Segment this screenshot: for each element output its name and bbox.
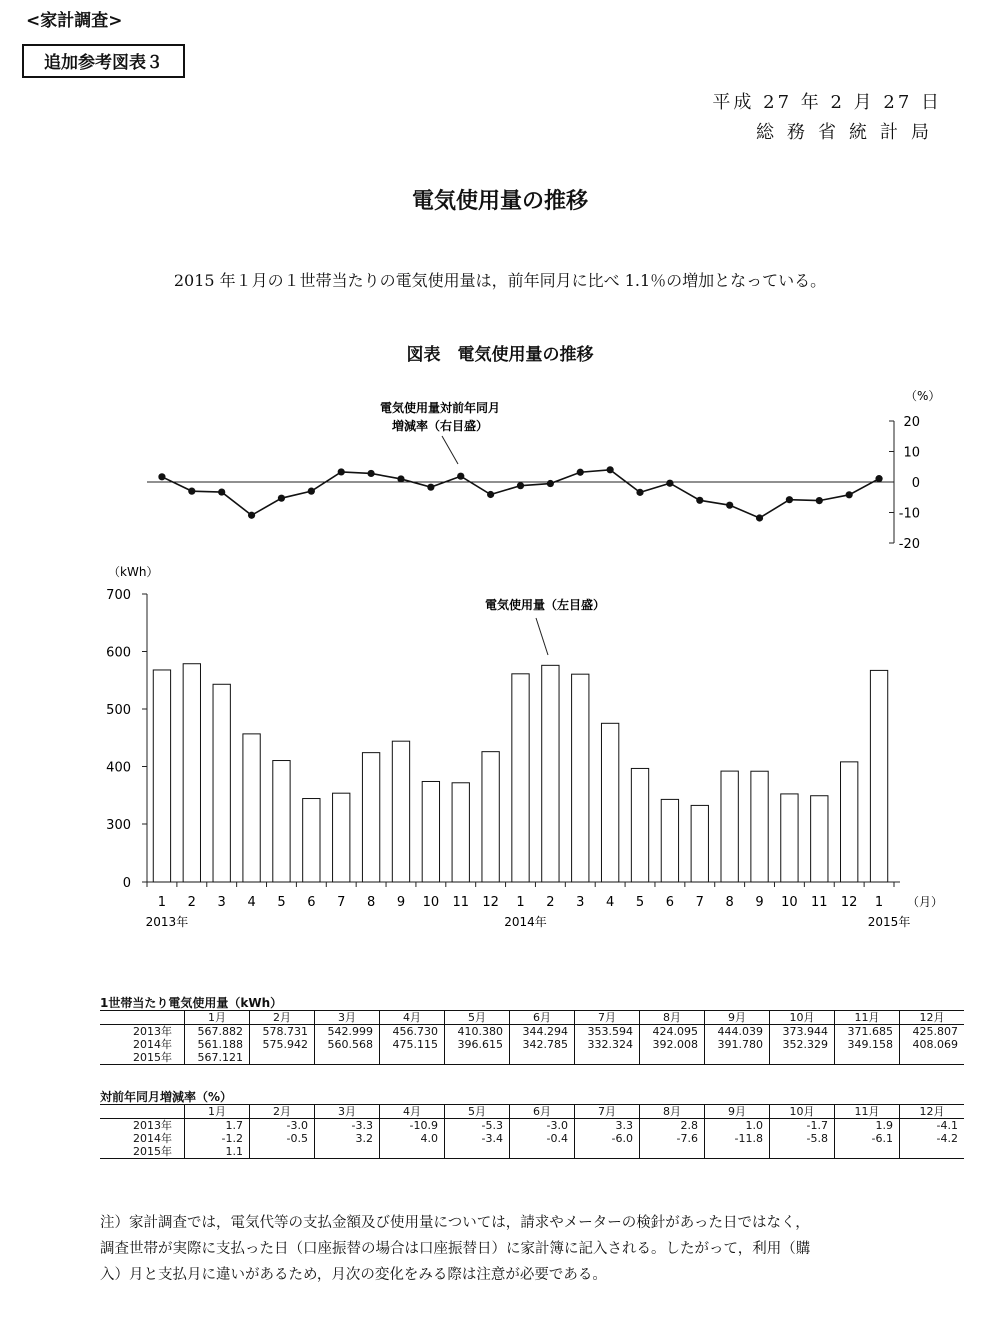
table-cell xyxy=(575,1051,640,1065)
table-cell: 575.942 xyxy=(250,1038,315,1051)
bar xyxy=(362,753,379,882)
table-month-header: 4月 xyxy=(380,1011,445,1025)
table-cell: 371.685 xyxy=(835,1025,900,1039)
bar-x-tick-label: 1 xyxy=(874,895,884,910)
table-cell: 373.944 xyxy=(770,1025,835,1039)
bar xyxy=(392,741,409,882)
table-cell: -1.7 xyxy=(770,1119,835,1133)
table-cell: 3.3 xyxy=(575,1119,640,1133)
table-cell: 1.9 xyxy=(835,1119,900,1133)
table-row xyxy=(100,1038,964,1051)
table-cell: 444.039 xyxy=(705,1025,770,1039)
table-month-header: 6月 xyxy=(510,1011,575,1025)
table-month-header: 8月 xyxy=(640,1011,705,1025)
table-cell xyxy=(900,1145,965,1159)
line-y-tick-label: -20 xyxy=(898,537,920,552)
table-cell xyxy=(575,1145,640,1159)
table-cell: -5.3 xyxy=(445,1119,510,1133)
bar xyxy=(781,794,798,882)
table-row xyxy=(100,1145,964,1159)
line-point xyxy=(816,497,823,504)
bar-y-tick-label: 0 xyxy=(122,876,131,891)
bar xyxy=(243,734,260,882)
table-year-label: 2015年 xyxy=(100,1145,185,1159)
table-cell: 342.785 xyxy=(510,1038,575,1051)
line-point xyxy=(487,491,494,498)
table-cell: 352.329 xyxy=(770,1038,835,1051)
table-cell: 408.069 xyxy=(900,1038,965,1051)
line-y-unit-label: （%） xyxy=(905,389,941,403)
bar-y-tick-label: 500 xyxy=(106,703,131,718)
line-point xyxy=(756,514,763,521)
line-point xyxy=(577,469,584,476)
bar xyxy=(751,771,768,882)
bar-x-tick-label: 5 xyxy=(277,895,286,910)
table-month-header: 9月 xyxy=(705,1011,770,1025)
bar xyxy=(422,781,439,882)
line-point xyxy=(666,480,673,487)
rate-table xyxy=(100,1104,964,1159)
table-cell: -6.0 xyxy=(575,1132,640,1145)
table-month-header: 1月 xyxy=(185,1011,250,1025)
bar-x-tick-label: 6 xyxy=(665,895,675,910)
line-point xyxy=(158,473,165,480)
bar xyxy=(482,752,499,882)
line-series-path xyxy=(162,470,879,518)
line-y-tick-label: 10 xyxy=(903,445,920,461)
table-cell: 391.780 xyxy=(705,1038,770,1051)
table-cell: 410.380 xyxy=(445,1025,510,1039)
table-month-header: 3月 xyxy=(315,1105,380,1119)
bar-x-tick-label: 9 xyxy=(755,895,764,910)
table-cell: 1.7 xyxy=(185,1119,250,1133)
line-point xyxy=(696,497,703,504)
bar xyxy=(153,670,170,882)
table-cell xyxy=(445,1051,510,1065)
table-cell xyxy=(835,1051,900,1065)
line-point xyxy=(786,496,793,503)
table-cell xyxy=(315,1145,380,1159)
table-cell xyxy=(900,1051,965,1065)
table-cell: 349.158 xyxy=(835,1038,900,1051)
bar-y-tick-label: 600 xyxy=(106,645,131,661)
bar-x-tick-label: 11 xyxy=(452,895,470,910)
lead-text: 2015 年１月の１世帯当たりの電気使用量は，前年同月に比べ 1.1％の増加となっている。 xyxy=(173,271,827,290)
bar-year-label: 2015年 xyxy=(867,915,911,929)
table-cell: 4.0 xyxy=(380,1132,445,1145)
bar xyxy=(721,771,738,882)
table-month-header: 5月 xyxy=(445,1011,510,1025)
bar xyxy=(601,723,618,882)
table-cell: 475.115 xyxy=(380,1038,445,1051)
bar xyxy=(303,799,320,882)
line-point xyxy=(517,482,524,489)
electricity-chart xyxy=(0,380,1000,950)
table-cell: 2.8 xyxy=(640,1119,705,1133)
table-cell: -6.1 xyxy=(835,1132,900,1145)
table-cell: -3.3 xyxy=(315,1119,380,1133)
line-point xyxy=(248,512,255,519)
table-month-header: 12月 xyxy=(900,1011,965,1025)
line-y-tick-label: -10 xyxy=(898,506,920,522)
bar xyxy=(213,684,230,882)
table-row xyxy=(100,1025,964,1039)
line-point xyxy=(457,473,464,480)
bar-x-tick-label: 1 xyxy=(516,895,525,910)
table-cell: -11.8 xyxy=(705,1132,770,1145)
usage-table xyxy=(100,1010,964,1065)
table-month-header: 4月 xyxy=(380,1105,445,1119)
table-row xyxy=(100,1132,964,1145)
table-cell: 396.615 xyxy=(445,1038,510,1051)
footnote xyxy=(100,1210,950,1288)
rate-table-caption: 対前年同月増減率（%） xyxy=(100,1090,233,1104)
bar xyxy=(333,793,350,882)
table-cell xyxy=(445,1145,510,1159)
line-point xyxy=(636,489,643,496)
line-point xyxy=(368,470,375,477)
footnote-line-2: 調査世帯が実際に支払った日（口座振替の場合は口座振替日）に家計簿に記入される。したがって，利用（購 xyxy=(100,1241,811,1257)
table-month-header: 11月 xyxy=(835,1011,900,1025)
table-corner xyxy=(100,1011,185,1025)
table-cell: -4.2 xyxy=(900,1132,965,1145)
table-month-header: 11月 xyxy=(835,1105,900,1119)
table-cell xyxy=(835,1145,900,1159)
bar-annotation: 電気使用量（左目盛） xyxy=(484,598,606,612)
table-year-label: 2014年 xyxy=(133,1038,172,1051)
table-month-header: 1月 xyxy=(185,1105,250,1119)
table-month-header: 2月 xyxy=(250,1105,315,1119)
line-y-tick-label: 20 xyxy=(903,415,920,430)
bar-y-tick-label: 400 xyxy=(106,760,131,776)
table-cell xyxy=(510,1051,575,1065)
bar-x-tick-label: 6 xyxy=(307,895,316,910)
table-cell: -4.1 xyxy=(900,1119,965,1133)
bar-x-tick-label: 8 xyxy=(725,895,734,910)
bar-x-tick-label: 12 xyxy=(840,895,858,910)
footnote-line-3: 入）月と支払月に違いがあるため，月次の変化をみる際は注意が必要である。 xyxy=(100,1267,607,1283)
line-annotation-1: 電気使用量対前年同月 xyxy=(379,401,501,415)
bar-x-tick-label: 9 xyxy=(396,895,406,910)
bar-x-tick-label: 10 xyxy=(422,895,440,910)
table-cell xyxy=(640,1051,705,1065)
bar-x-tick-label: 7 xyxy=(695,895,704,910)
figure-title: 図表 電気使用量の推移 xyxy=(406,345,594,365)
table-month-header: 10月 xyxy=(770,1105,835,1119)
table-cell: 567.121 xyxy=(185,1051,250,1065)
line-point xyxy=(397,475,404,482)
table-row xyxy=(100,1051,964,1065)
table-cell: 542.999 xyxy=(315,1025,380,1039)
usage-table-caption: 1世帯当たり電気使用量（kWh） xyxy=(100,996,283,1010)
table-cell: 1.0 xyxy=(705,1119,770,1133)
bar xyxy=(661,799,678,882)
bar-x-tick-label: 8 xyxy=(366,895,376,910)
table-cell xyxy=(705,1051,770,1065)
table-cell: -3.0 xyxy=(510,1119,575,1133)
table-row xyxy=(100,1119,964,1133)
table-cell: -5.8 xyxy=(770,1132,835,1145)
table-cell: 561.188 xyxy=(185,1038,250,1051)
organization: 総務省統計局 xyxy=(756,122,942,143)
table-cell: 560.568 xyxy=(315,1038,380,1051)
bar xyxy=(691,805,708,882)
bar-y-tick-label: 700 xyxy=(106,588,131,603)
table-month-header: 12月 xyxy=(900,1105,965,1119)
table-cell: 353.594 xyxy=(575,1025,640,1039)
table-cell: -10.9 xyxy=(380,1119,445,1133)
table-cell xyxy=(640,1145,705,1159)
bar-x-tick-label: 10 xyxy=(781,895,798,910)
table-cell xyxy=(380,1145,445,1159)
table-cell: 1.1 xyxy=(185,1145,250,1159)
line-annotation-2: 増減率（右目盛） xyxy=(391,419,489,433)
table-cell: -0.4 xyxy=(510,1132,575,1145)
table-year-label: 2014年 xyxy=(133,1132,172,1145)
table-cell: 456.730 xyxy=(380,1025,445,1039)
line-point xyxy=(726,502,733,509)
bar-year-label: 2014年 xyxy=(504,915,547,929)
bar-x-unit-label: （月） xyxy=(907,895,944,909)
line-point xyxy=(278,495,285,502)
bar-x-tick-label: 3 xyxy=(217,895,226,910)
bar-x-tick-label: 3 xyxy=(576,895,585,910)
table-cell xyxy=(705,1145,770,1159)
page-title: 電気使用量の推移 xyxy=(411,189,588,214)
line-point xyxy=(427,484,434,491)
table-cell xyxy=(250,1145,315,1159)
table-year-label: 2015年 xyxy=(100,1051,185,1065)
line-annotation-arrow xyxy=(442,436,458,464)
table-cell: 3.2 xyxy=(315,1132,380,1145)
table-cell xyxy=(380,1051,445,1065)
table-month-header: 5月 xyxy=(445,1105,510,1119)
table-cell: 392.008 xyxy=(640,1038,705,1051)
bar-x-tick-label: 4 xyxy=(247,895,256,910)
line-point xyxy=(547,480,554,487)
line-point xyxy=(308,488,315,495)
line-point xyxy=(607,466,614,473)
bar-x-tick-label: 5 xyxy=(635,895,645,910)
table-cell: 567.882 xyxy=(185,1025,250,1039)
category-label: <家計調査> xyxy=(26,11,123,31)
table-cell: 578.731 xyxy=(250,1025,315,1039)
table-cell xyxy=(770,1145,835,1159)
table-month-header: 7月 xyxy=(575,1011,640,1025)
table-cell: 332.324 xyxy=(575,1038,640,1051)
table-cell: -0.5 xyxy=(250,1132,315,1145)
bar xyxy=(572,674,589,882)
bar-y-tick-label: 300 xyxy=(106,818,131,833)
table-cell: -1.2 xyxy=(185,1132,250,1145)
table-cell: -3.0 xyxy=(250,1119,315,1133)
table-month-header: 6月 xyxy=(510,1105,575,1119)
bar-x-tick-label: 2 xyxy=(187,895,196,910)
bar-x-tick-label: 1 xyxy=(157,895,167,910)
table-month-header: 7月 xyxy=(575,1105,640,1119)
table-month-header: 3月 xyxy=(315,1011,380,1025)
bar xyxy=(183,664,200,882)
bar xyxy=(512,674,529,882)
table-month-header: 2月 xyxy=(250,1011,315,1025)
bar xyxy=(841,762,858,882)
table-cell: 425.807 xyxy=(900,1025,965,1039)
table-cell: -3.4 xyxy=(445,1132,510,1145)
table-cell: 344.294 xyxy=(510,1025,575,1039)
bar-x-tick-label: 12 xyxy=(482,895,499,910)
table-cell xyxy=(770,1051,835,1065)
bar xyxy=(631,768,648,882)
bar-annotation-arrow xyxy=(536,618,548,655)
line-point xyxy=(875,475,882,482)
table-year-label: 2013年 xyxy=(133,1025,172,1038)
bar-x-tick-label: 7 xyxy=(337,895,346,910)
table-month-header: 9月 xyxy=(705,1105,770,1119)
bar-x-tick-label: 2 xyxy=(546,895,555,910)
table-cell: 424.095 xyxy=(640,1025,705,1039)
table-cell xyxy=(510,1145,575,1159)
bar-x-tick-label: 4 xyxy=(605,895,615,910)
table-cell xyxy=(315,1051,380,1065)
reference-figure-label: 追加参考図表３ xyxy=(22,44,185,78)
table-month-header: 10月 xyxy=(770,1011,835,1025)
line-point xyxy=(218,488,225,495)
bar xyxy=(870,670,887,882)
footnote-line-1: 注）家計調査では，電気代等の支払金額及び使用量については，請求やメーターの検針があった日ではなく， xyxy=(100,1215,810,1231)
line-y-tick-label: 0 xyxy=(911,476,920,491)
bar-y-unit-label: （kWh） xyxy=(108,565,159,579)
publish-date: 平成 27 年 2 月 27 日 xyxy=(712,92,942,113)
bar-x-tick-label: 11 xyxy=(811,895,828,910)
table-year-label: 2013年 xyxy=(133,1119,172,1132)
bar xyxy=(542,665,559,882)
table-corner xyxy=(100,1105,185,1119)
line-point xyxy=(846,491,853,498)
bar xyxy=(273,761,290,882)
line-point xyxy=(338,468,345,475)
table-month-header: 8月 xyxy=(640,1105,705,1119)
bar xyxy=(811,796,828,882)
bar xyxy=(452,783,469,882)
table-cell: -7.6 xyxy=(640,1132,705,1145)
line-point xyxy=(188,488,195,495)
table-cell xyxy=(250,1051,315,1065)
bar-year-label: 2013年 xyxy=(145,915,189,929)
